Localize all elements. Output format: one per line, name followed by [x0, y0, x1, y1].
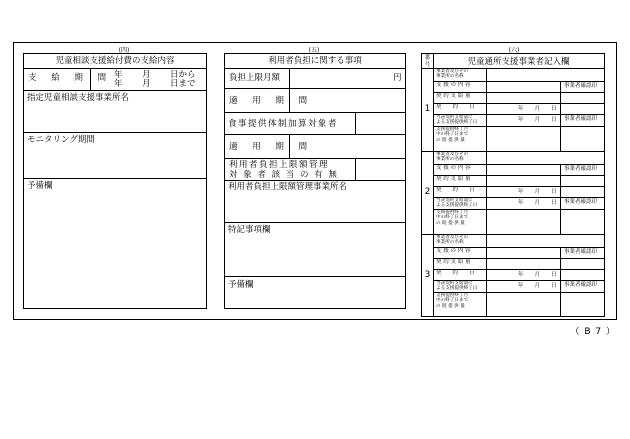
special-label: 特記事項欄 — [228, 225, 271, 235]
remarks-label-5: 予備欄 — [228, 280, 254, 290]
stamp-label: 事業者確認印 — [564, 249, 598, 255]
limit-mgmt-label: 利用者負担上限額管理 対 象 者 該 当 の 有 無 — [229, 160, 339, 180]
field-label: 当該契約支給量に よる支援提供終了日 — [436, 198, 478, 209]
field-label: 契 約 日 — [436, 187, 475, 193]
meal-label: 食事提供体制加算対象者 — [228, 119, 339, 129]
contract-date: 年 月 日 — [518, 189, 557, 195]
apply-period-label-1: 適 用 期 間 — [229, 96, 314, 106]
field-label: 支援提供終了月 中の終了日まで の 既 提 供 量 — [436, 210, 469, 226]
field-label: 契 約 日 — [436, 270, 475, 276]
field-label: 契 約 支 給 量 — [436, 259, 471, 265]
panel-4-number: (四) — [118, 47, 130, 54]
stamp-label: 事業者確認印 — [564, 199, 598, 205]
field-label: 支援提供終了月 中の終了日まで の 既 提 供 量 — [436, 293, 469, 309]
period-from: 日から — [170, 70, 196, 80]
yen-unit: 円 — [393, 73, 402, 83]
end-date: 年 月 日 — [518, 283, 557, 289]
field-label: 当該契約支給量に よる支援提供終了日 — [436, 115, 478, 126]
contract-date: 年 月 日 — [518, 272, 557, 278]
stamp-label: 事業者確認印 — [564, 83, 598, 89]
stamp-label: 事業者確認印 — [564, 116, 598, 122]
period-label: 支 給 期 間 — [28, 73, 113, 83]
office-label: 指定児童相談支援事業所名 — [27, 93, 130, 103]
field-label: 契 約 支 給 量 — [436, 176, 471, 182]
limit-office-label: 利用者負担上限額管理事業所名 — [228, 182, 348, 192]
apply-period-label-2: 適 用 期 間 — [229, 142, 314, 152]
end-date: 年 月 日 — [518, 117, 557, 123]
field-label: 支 援 の 内 容 — [436, 165, 471, 171]
row-number: 2 — [424, 187, 431, 197]
monitoring-label: モニタリング期間 — [27, 135, 95, 145]
row-number: 3 — [424, 270, 431, 280]
field-label: 契 約 支 給 量 — [436, 93, 471, 99]
panel-6-number: (六) — [508, 47, 520, 54]
panel-5-title: 利用者負担に関する事項 — [268, 56, 362, 66]
remarks-label: 予備欄 — [27, 181, 53, 191]
stamp-label: 事業者確認印 — [564, 282, 598, 288]
end-date: 年 月 日 — [518, 200, 557, 206]
field-label: 事業者及びその 事業所の名称 — [436, 235, 469, 246]
period-year-until: 年 — [114, 79, 123, 89]
panel-4 — [23, 53, 207, 309]
period-month-until: 月 — [142, 79, 151, 89]
field-label: 事業者及びその 事業所の名称 — [436, 152, 469, 163]
field-label: 支援提供終了月 中の終了日まで の 既 提 供 量 — [436, 127, 469, 143]
panel-5-number: (五) — [308, 47, 320, 54]
field-label: 事業者及びその 事業所の名称 — [436, 69, 469, 80]
order-header: 番号 — [424, 55, 431, 68]
stamp-label: 事業者確認印 — [564, 166, 598, 172]
limit-label: 負担上限月額 — [229, 73, 281, 83]
form-code: （ B 7 ） — [570, 327, 616, 337]
period-month-from: 月 — [142, 70, 151, 80]
field-label: 契 約 日 — [436, 104, 475, 110]
period-year-from: 年 — [114, 70, 123, 80]
panel-6 — [421, 53, 605, 317]
period-until: 日まで — [170, 79, 196, 89]
panel-4-title: 児童相談支援給付費の支給内容 — [55, 56, 175, 66]
contract-date: 年 月 日 — [518, 106, 557, 112]
field-label: 支 援 の 内 容 — [436, 82, 471, 88]
panel-5 — [224, 53, 406, 309]
panel-6-title: 児童通所支援事業者記入欄 — [467, 57, 570, 67]
field-label: 支 援 の 内 容 — [436, 248, 471, 254]
row-number: 1 — [424, 104, 431, 114]
field-label: 当該契約支給量に よる支援提供終了日 — [436, 281, 478, 292]
